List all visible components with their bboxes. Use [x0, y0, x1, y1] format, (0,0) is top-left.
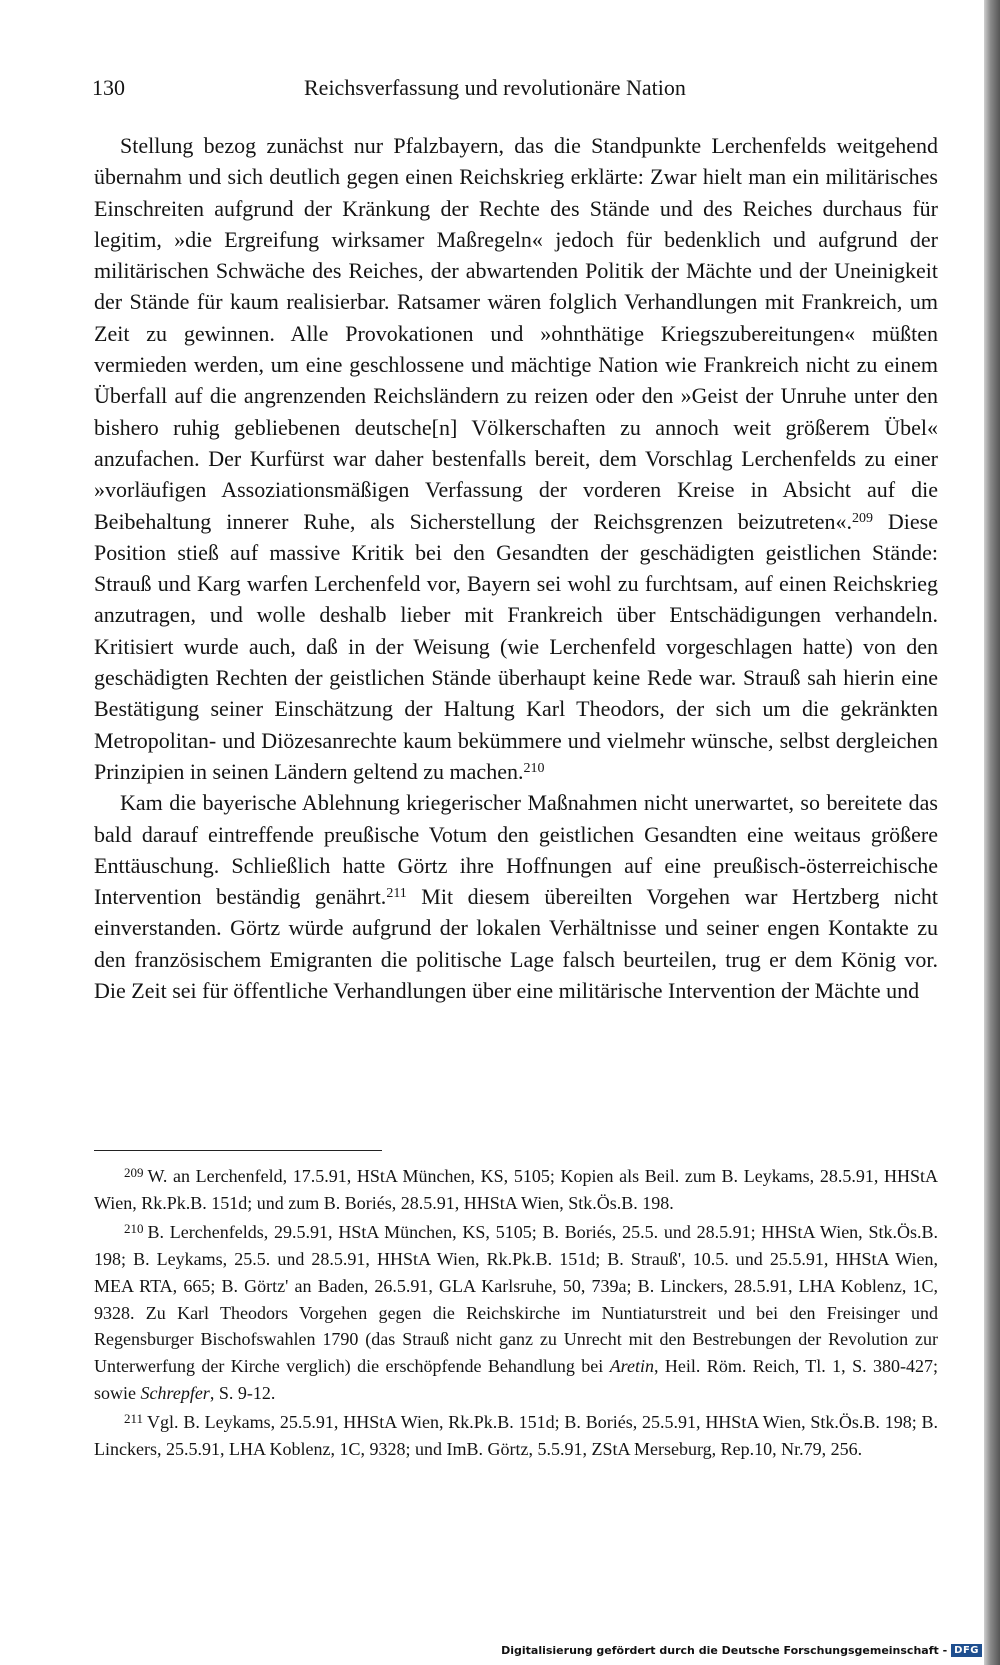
digitization-note: Digitalisierung gefördert durch die Deutsche Forschungsgemeinschaft - [501, 1644, 948, 1657]
page-number: 130 [92, 75, 125, 100]
paragraph-1-text-b: Diese Position stieß auf massive Kritik bei den Gesandten der geschädigten geistlichen Stände: Strauß und Karg warfen Lerchenfeld vor, Bayern sei wohl zu furchtsam, auf einen Reichskrieg anzutragen, und wolle deshalb lieber mit Frankreich über Entschädigungen verhandeln. Kritisiert wurde auch, daß in der Weisung (wie Lerchenfeld vorgeschlagen hatte) von den geschädigten Rechten der geistlichen Stände überhaupt keine Rede war. Strauß sah hierin eine Bestätigung seiner Einschätzung der Haltung Karl Theodors, der sich um die gekränkten Metropolitan- und Diözesanrechte kaum bekümmere und vielmehr wünsche, selbst dergleichen Prinzipien in seinen Ländern geltend zu machen. [94, 508, 938, 784]
paragraph-2-text-a: Kam die bayerische Ablehnung kriegerischer Maßnahmen nicht unerwartet, so bereitete das bald darauf eintreffende preußische Votum den geistlichen Gesandten eine weitaus größere Enttäuschung. Schließlich hatte Görtz ihre Hoffnungen auf eine preußisch-österreichische Intervention beständig genährt. [94, 790, 938, 910]
footnote-separator [94, 1150, 382, 1151]
cited-author-schrepfer: Schrepfer [140, 1382, 210, 1403]
footnote-number: 211 [124, 1411, 144, 1427]
dfg-logo: DFG [951, 1644, 982, 1657]
digitization-footer [501, 1644, 982, 1657]
footnote-text-b: , Heil. Röm. Reich, Tl. 1, S. 380-427; sowie [94, 1355, 938, 1403]
footnotes [94, 1163, 938, 1466]
footnote-ref-210: 210 [523, 760, 545, 776]
footnote-210 [94, 1219, 938, 1406]
running-head: Reichsverfassung und revolutionäre Nation [304, 75, 686, 100]
footnote-211 [94, 1409, 938, 1462]
paragraph-1 [94, 130, 938, 787]
footnote-ref-209: 209 [852, 510, 873, 526]
page-header [92, 72, 938, 104]
footnote-number: 210 [124, 1221, 144, 1237]
paragraph-2 [94, 787, 938, 1006]
footnote-number: 209 [124, 1165, 144, 1180]
paragraph-1-text-a: Stellung bezog zunächst nur Pfalzbayern, das die Standpunkte Lerchenfelds weitgehend übernahm und sich deutlich gegen einen Reichskrieg erklärte: Zwar hielt man ein militärisches Einschreiten aufgrund der Kränkung der Rechte des Stände und des Reiches durchaus für legitim, »die Ergreifung wirksamer Maßregeln« jedoch für bedenklich und aufgrund der militärischen Schwäche des Reiches, der abwartenden Politik der Mächte und der Uneinigkeit der Stände für kaum realisierbar. Ratsamer wären folglich Verhandlungen mit Frankreich, um Zeit zu gewinnen. Alle Provokationen und »ohnthätige Kriegszubereitungen« müßten vermieden werden, um eine geschlossene und mächtige Nation wie Frankreich nicht zu einem Überfall auf die angrenzenden Reichsländern zu reizen oder den »Geist der Unruhe unter den bishero ruhig gebliebenen deutsche[n] Völkerschaften zu annoch weit größerem Übel« anzufachen. Der Kurfürst war daher bestenfalls bereit, dem Vorschlag Lerchenfelds zu einer »vorläufigen Assoziationsmäßigen Verfassung der vorderen Kreise in Absicht auf die Beibehaltung innerer Ruhe, als Sicherstellung der Reichsgrenzen beizutreten«. [94, 133, 938, 534]
footnote-text-c: , S. 9-12. [209, 1382, 276, 1403]
footnote-ref-211: 211 [386, 886, 407, 902]
footnote-209 [94, 1163, 938, 1216]
footnote-text: W. an Lerchenfeld, 17.5.91, HStA München, KS, 5105; Kopien als Beil. zum B. Leykams, 28.5.91, HHStA Wien, Rk.Pk.B. 151d; und zum B. Boriés, 28.5.91, HHStA Wien, Stk.Ös.B. 198. [94, 1166, 938, 1213]
cited-author-aretin: Aretin [609, 1355, 655, 1376]
footnote-text-a: B. Lerchenfelds, 29.5.91, HStA München, KS, 5105; B. Boriés, 25.5. und 28.5.91; HHStA Wien, Stk.Ös.B. 198; B. Leykams, 25.5. und 28.5.91, HHStA Wien, Rk.Pk.B. 151d; B. Strauß', 10.5. und 25.5.91, HHStA Wien, MEA RTA, 665; B. Görtz' an Baden, 26.5.91, GLA Karlsruhe, 50, 739a; B. Linckers, 28.5.91, LHA Koblenz, 1C, 9328. Zu Karl Theodors Vorgehen gegen die Reichskirche im Nuntiaturstreit und bei den Freisinger und Regensburger Bischofswahlen 1790 (das Strauß nicht ganz zu Unrecht mit den Bestrebungen der Revolution zur Unterwerfung der Kirche verglich) die erschöpfende Behandlung bei [94, 1222, 938, 1376]
paragraph-2-text-b: Mit diesem übereilten Vorgehen war Hertzberg nicht einverstanden. Görtz würde aufgrund der lokalen Verhältnisse und seiner engen Kontakte zu den französischem Emigranten die politische Lage falsch beurteilen, trug er dem König vor. Die Zeit sei für öffentliche Verhandlungen über eine militärische Intervention der Mächte und [94, 884, 938, 1004]
footnote-text: Vgl. B. Leykams, 25.5.91, HHStA Wien, Rk.Pk.B. 151d; B. Boriés, 25.5.91, HHStA Wien, Stk.Ös.B. 198; B. Linckers, 25.5.91, LHA Koblenz, 1C, 9328; und ImB. Görtz, 5.5.91, ZStA Merseburg, Rep.10, Nr.79, 256. [94, 1412, 938, 1460]
main-text [94, 130, 938, 1006]
page-edge-shadow [984, 0, 1000, 1665]
